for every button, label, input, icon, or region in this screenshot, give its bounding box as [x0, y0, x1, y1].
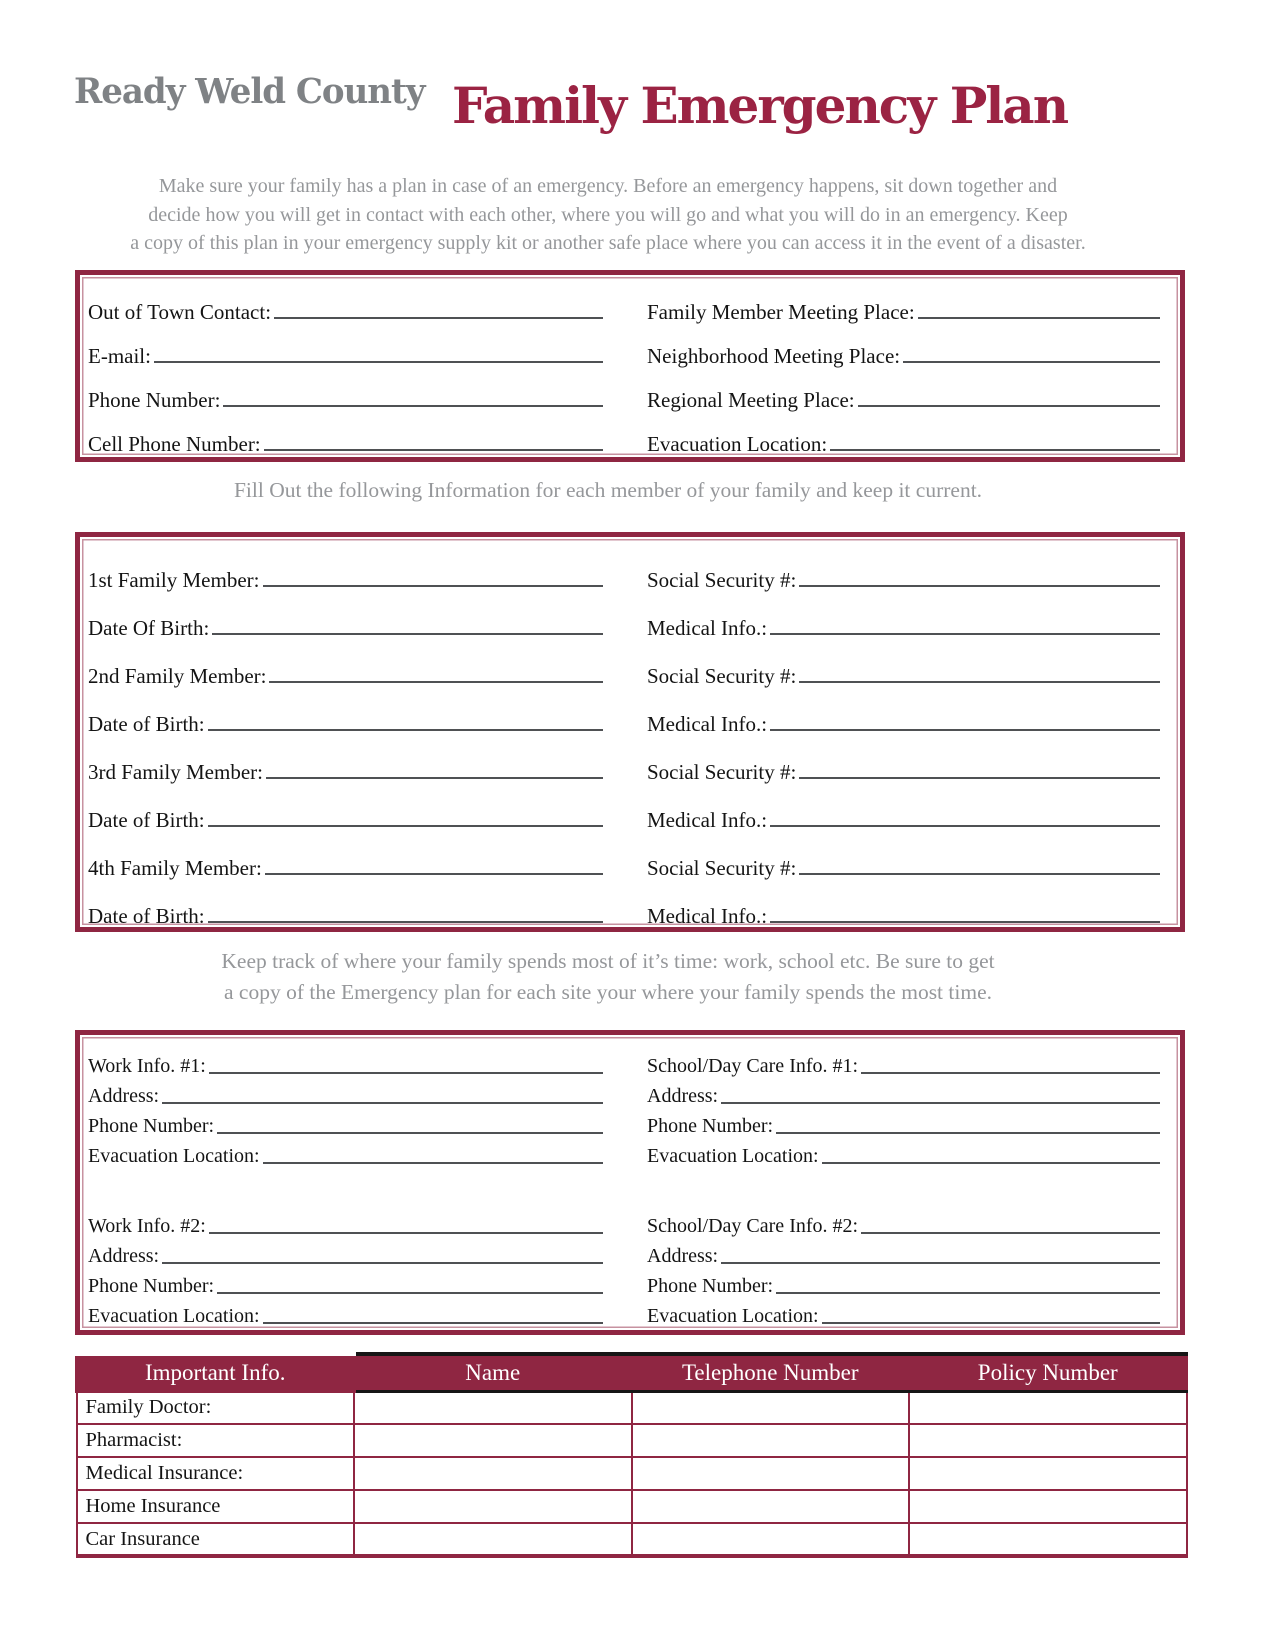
- fill-in-line: [208, 729, 603, 731]
- empty-cell: [354, 1391, 632, 1424]
- column-header-policy-number: Policy Number: [909, 1354, 1187, 1391]
- social-security-field: [647, 831, 1162, 879]
- fill-in-line: [208, 921, 603, 923]
- school-daycare-2-field: [647, 1207, 1162, 1237]
- form-row: [88, 687, 1162, 735]
- form-row: [88, 879, 1162, 927]
- social-security-field: [647, 735, 1162, 783]
- contact-info-box: [75, 270, 1185, 462]
- field-label: Address:: [88, 1245, 160, 1267]
- form-row: [88, 1107, 1162, 1137]
- fill-in-line: [265, 873, 603, 875]
- fill-in-line: [269, 681, 603, 683]
- neighborhood-meeting-place-field: [647, 323, 1162, 367]
- empty-cell: [909, 1523, 1187, 1556]
- form-row: [88, 639, 1162, 687]
- table-row: [77, 1391, 1187, 1424]
- fill-in-line: [770, 921, 1160, 923]
- empty-cell: [909, 1457, 1187, 1490]
- intro-line: decide how you will get in contact with each other, where you will go and what you will do in an emergency. Keep: [148, 203, 1068, 226]
- empty-cell: [632, 1457, 910, 1490]
- table-row: [77, 1424, 1187, 1457]
- fill-in-line: [162, 1262, 603, 1264]
- empty-cell: [354, 1523, 632, 1556]
- regional-meeting-place-field: [647, 367, 1162, 411]
- date-of-birth-field: [88, 687, 605, 735]
- field-label: Date of Birth:: [88, 711, 205, 736]
- field-label: Social Security #:: [647, 759, 797, 784]
- form-row: [88, 1077, 1162, 1107]
- fill-in-line: [212, 633, 603, 635]
- field-label: Out of Town Contact:: [88, 299, 272, 324]
- fill-in-line: [208, 825, 603, 827]
- family-member-3-field: [88, 735, 605, 783]
- form-row: [88, 1137, 1162, 1167]
- fill-in-line: [264, 449, 603, 451]
- medical-info-field: [647, 687, 1162, 735]
- fill-in-line: [223, 405, 603, 407]
- field-label: Regional Meeting Place:: [647, 387, 855, 412]
- empty-cell: [354, 1424, 632, 1457]
- fill-in-line: [721, 1102, 1160, 1104]
- fill-in-line: [266, 777, 603, 779]
- row-label-medical-insurance: Medical Insurance:: [77, 1457, 355, 1490]
- phone-number-field: [647, 1107, 1162, 1137]
- field-label: 4th Family Member:: [88, 855, 262, 880]
- fill-in-line: [822, 1322, 1160, 1324]
- column-header-telephone-number: Telephone Number: [632, 1354, 910, 1391]
- table-header-row: [77, 1354, 1187, 1391]
- field-label: Evacuation Location:: [88, 1145, 260, 1167]
- field-label: Medical Info.:: [647, 615, 768, 640]
- fill-in-line: [721, 1262, 1160, 1264]
- family-member-meeting-place-field: [647, 279, 1162, 323]
- column-header-important-info: Important Info.: [77, 1354, 355, 1391]
- address-field: [647, 1077, 1162, 1107]
- field-label: Date of Birth:: [88, 903, 205, 928]
- fill-in-line: [217, 1132, 603, 1134]
- page-title: Family Emergency Plan: [452, 76, 1068, 135]
- field-label: Social Security #:: [647, 855, 797, 880]
- field-label: School/Day Care Info. #1:: [647, 1055, 859, 1077]
- evacuation-location-field: [88, 1137, 605, 1167]
- fill-in-line: [799, 585, 1160, 587]
- field-label: Evacuation Location:: [647, 1145, 819, 1167]
- form-row: [88, 735, 1162, 783]
- fill-in-line: [799, 681, 1160, 683]
- out-of-town-contact-field: [88, 279, 605, 323]
- fill-in-line: [861, 1232, 1160, 1234]
- email-field: [88, 323, 605, 367]
- evacuation-location-field: [647, 411, 1162, 455]
- fill-in-line: [799, 777, 1160, 779]
- address-field: [88, 1077, 605, 1107]
- empty-cell: [632, 1424, 910, 1457]
- cell-phone-number-field: [88, 411, 605, 455]
- field-label: Address:: [88, 1085, 160, 1107]
- form-row: [88, 367, 1162, 411]
- fill-in-line: [263, 1322, 603, 1324]
- school-daycare-1-field: [647, 1047, 1162, 1077]
- address-field: [647, 1237, 1162, 1267]
- fill-in-line: [776, 1132, 1160, 1134]
- field-label: Work Info. #2:: [88, 1215, 206, 1237]
- field-label: Phone Number:: [88, 387, 221, 412]
- field-label: Phone Number:: [647, 1275, 774, 1297]
- row-label-car-insurance: Car Insurance: [77, 1523, 355, 1556]
- family-member-4-field: [88, 831, 605, 879]
- fill-in-line: [154, 361, 603, 363]
- form-row: [88, 1207, 1162, 1237]
- row-label-family-doctor: Family Doctor:: [77, 1391, 355, 1424]
- intro-line: Make sure your family has a plan in case of an emergency. Before an emergency happens, sit down together and: [158, 175, 1058, 197]
- social-security-field: [647, 543, 1162, 591]
- table-row: [77, 1490, 1187, 1523]
- fill-in-line: [822, 1162, 1160, 1164]
- row-label-home-insurance: Home Insurance: [77, 1490, 355, 1523]
- date-of-birth-field: [88, 879, 605, 927]
- evacuation-location-field: [647, 1137, 1162, 1167]
- empty-cell: [354, 1457, 632, 1490]
- form-row: [88, 279, 1162, 323]
- fill-in-line: [861, 1072, 1160, 1074]
- date-of-birth-field: [88, 783, 605, 831]
- empty-cell: [632, 1523, 910, 1556]
- field-label: Cell Phone Number:: [88, 431, 261, 456]
- evacuation-location-field: [647, 1297, 1162, 1327]
- form-row: [88, 1047, 1162, 1077]
- form-row: [88, 543, 1162, 591]
- date-of-birth-field: [88, 591, 605, 639]
- fill-in-line: [209, 1232, 603, 1234]
- field-label: E-mail:: [88, 343, 151, 368]
- ready-weld-county-logo: Ready Weld County: [74, 71, 425, 113]
- sites-note-line: a copy of the Emergency plan for each site your where your family spends the most time.: [224, 980, 992, 1004]
- empty-cell: [632, 1391, 910, 1424]
- field-label: Phone Number:: [88, 1115, 215, 1137]
- work-info-2-field: [88, 1207, 605, 1237]
- fill-in-line: [209, 1072, 603, 1074]
- form-row: [88, 323, 1162, 367]
- fill-in-line: [799, 873, 1160, 875]
- field-label: Social Security #:: [647, 567, 797, 592]
- intro-paragraph: [58, 172, 1158, 258]
- fill-in-line: [263, 585, 604, 587]
- table-row: [77, 1457, 1187, 1490]
- family-members-note: Fill Out the following Information for each member of your family and keep it current.: [233, 478, 983, 502]
- fill-in-line: [830, 449, 1160, 451]
- fill-in-line: [263, 1162, 603, 1164]
- medical-info-field: [647, 879, 1162, 927]
- field-label: Social Security #:: [647, 663, 797, 688]
- field-label: Work Info. #1:: [88, 1055, 206, 1077]
- field-label: Family Member Meeting Place:: [647, 299, 915, 324]
- family-member-2-field: [88, 639, 605, 687]
- field-label: 3rd Family Member:: [88, 759, 263, 784]
- form-row: [88, 831, 1162, 879]
- form-row: [88, 591, 1162, 639]
- phone-number-field: [647, 1267, 1162, 1297]
- column-header-name: Name: [354, 1354, 632, 1391]
- sites-note-line: Keep track of where your family spends most of it’s time: work, school etc. Be sure to get: [221, 949, 995, 973]
- fill-in-line: [217, 1292, 603, 1294]
- phone-number-field: [88, 1267, 605, 1297]
- work-school-box: [75, 1030, 1185, 1335]
- social-security-field: [647, 639, 1162, 687]
- fill-in-line: [858, 405, 1160, 407]
- field-label: Evacuation Location:: [647, 1305, 819, 1327]
- address-field: [88, 1237, 605, 1267]
- field-label: Phone Number:: [647, 1115, 774, 1137]
- empty-cell: [909, 1490, 1187, 1523]
- empty-cell: [354, 1490, 632, 1523]
- field-label: Neighborhood Meeting Place:: [647, 343, 901, 368]
- family-members-box: [75, 532, 1185, 932]
- field-label: Medical Info.:: [647, 711, 768, 736]
- phone-number-field: [88, 1107, 605, 1137]
- medical-info-field: [647, 783, 1162, 831]
- sites-note: [58, 946, 1158, 1008]
- field-label: School/Day Care Info. #2:: [647, 1215, 859, 1237]
- intro-line: a copy of this plan in your emergency supply kit or another safe place where you can access it in the event of a disaster.: [130, 232, 1086, 254]
- fill-in-line: [274, 317, 603, 319]
- field-label: Address:: [647, 1245, 719, 1267]
- field-label: 2nd Family Member:: [88, 663, 267, 688]
- fill-in-line: [776, 1292, 1160, 1294]
- fill-in-line: [770, 825, 1160, 827]
- form-row: [88, 783, 1162, 831]
- medical-info-field: [647, 591, 1162, 639]
- field-label: Address:: [647, 1085, 719, 1107]
- form-row: [88, 411, 1162, 455]
- important-info-table: [75, 1352, 1188, 1558]
- fill-in-line: [903, 361, 1160, 363]
- field-label: 1st Family Member:: [88, 567, 260, 592]
- fill-in-line: [770, 729, 1160, 731]
- fill-in-line: [770, 633, 1160, 635]
- empty-cell: [632, 1490, 910, 1523]
- field-label: Evacuation Location:: [647, 431, 828, 456]
- table-row: [77, 1523, 1187, 1556]
- form-row: [88, 1237, 1162, 1267]
- empty-cell: [909, 1424, 1187, 1457]
- field-label: Date Of Birth:: [88, 615, 210, 640]
- field-label: Medical Info.:: [647, 903, 768, 928]
- fill-in-line: [162, 1102, 603, 1104]
- empty-cell: [909, 1391, 1187, 1424]
- work-info-1-field: [88, 1047, 605, 1077]
- phone-number-field: [88, 367, 605, 411]
- fill-in-line: [918, 317, 1160, 319]
- field-label: Medical Info.:: [647, 807, 768, 832]
- family-member-1-field: [88, 543, 605, 591]
- group-spacer: [88, 1167, 1162, 1207]
- field-label: Evacuation Location:: [88, 1305, 260, 1327]
- field-label: Date of Birth:: [88, 807, 205, 832]
- form-row: [88, 1267, 1162, 1297]
- form-row: [88, 1297, 1162, 1327]
- row-label-pharmacist: Pharmacist:: [77, 1424, 355, 1457]
- field-label: Phone Number:: [88, 1275, 215, 1297]
- evacuation-location-field: [88, 1297, 605, 1327]
